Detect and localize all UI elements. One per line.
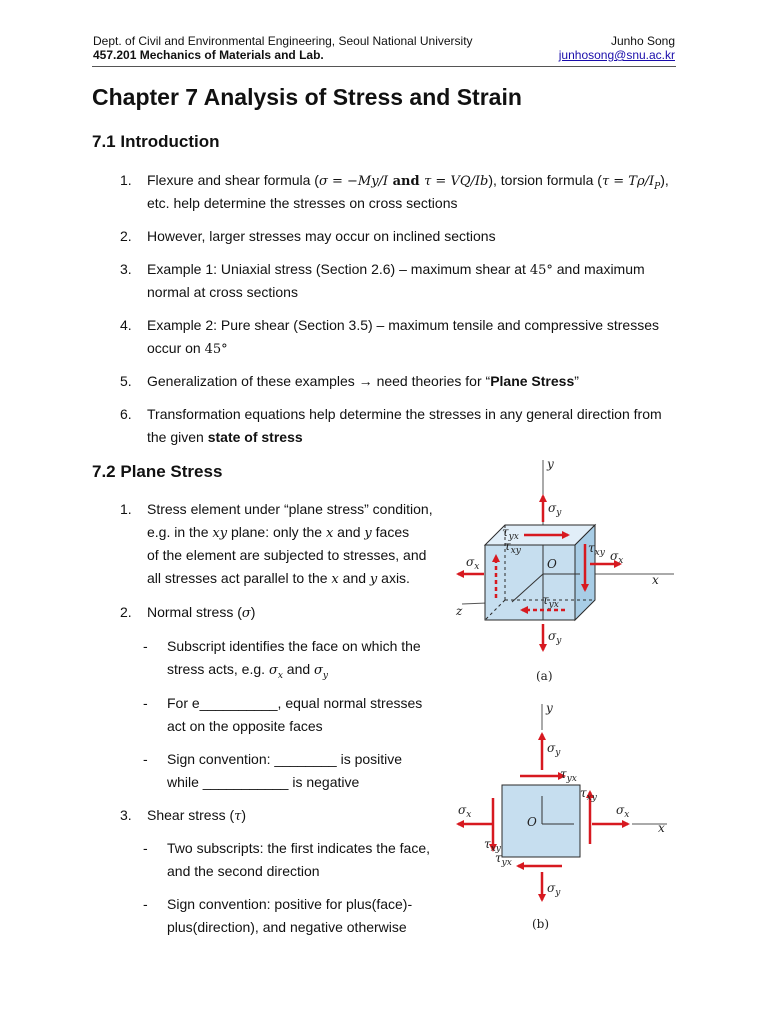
item-line: Example 2: Pure shear (Section 3.5) – maximum tensile and compressive stresses	[147, 317, 659, 333]
y-axis-label: y	[546, 701, 553, 715]
tau-yx-bottom-label: $\tau_{yx}$	[542, 593, 559, 610]
header-email-link[interactable]: junhosong@snu.ac.kr	[558, 48, 675, 62]
bullet-line: act on the opposite faces	[167, 718, 323, 734]
sigma-x-left-label: $\sigma_x$	[458, 803, 472, 820]
bullet-dash: -	[143, 638, 148, 654]
item-line: Shear stress (τ)	[147, 807, 247, 824]
z-axis-label: z	[456, 604, 463, 618]
bullet-line: plus(direction), and negative otherwise	[167, 919, 407, 935]
item-number: 1.	[120, 501, 132, 517]
sigma-y-bottom-label: $\sigma_y$	[547, 881, 561, 898]
tau-yx-top-label: $\tau_{yx}$	[502, 525, 519, 542]
figure-b-caption: (b)	[532, 917, 550, 931]
tau-yx-top-label: $\tau_{yx}$	[560, 767, 577, 784]
intro-item-3	[120, 258, 680, 304]
item-line: Stress element under “plane stress” condition,	[147, 501, 433, 517]
bullet-dash: -	[143, 695, 148, 711]
section-heading-plane-stress: 7.2 Plane Stress	[92, 462, 223, 481]
figure-a-caption: (a)	[536, 669, 553, 683]
item-number: 5.	[120, 373, 132, 389]
y-axis-label: y	[547, 457, 554, 471]
plane-item-2	[120, 601, 440, 791]
origin-label: O	[527, 815, 537, 829]
header-divider	[92, 66, 676, 67]
bullet-dash: -	[143, 751, 148, 767]
item-line: the given state of stress	[147, 429, 303, 445]
item-line: occur on 45°	[147, 340, 228, 357]
header-author: Junho Song	[610, 34, 675, 48]
item-number: 3.	[120, 807, 132, 823]
sigma-x-left-label: $\sigma_x$	[466, 555, 480, 572]
tau-xy-right-label: $\tau_{xy}$	[580, 786, 597, 803]
x-axis-label: x	[652, 573, 659, 587]
item-number: 2.	[120, 604, 132, 620]
plane-item-3	[120, 804, 450, 944]
section-heading-intro: 7.1 Introduction	[92, 132, 220, 151]
item-line: Transformation equations help determine the stresses in any general direction from	[147, 406, 662, 422]
bullet-line: stress acts, e.g. $\sigma_x$ and $\sigma_y$	[167, 661, 328, 681]
item-line: etc. help determine the stresses on cross sections	[147, 195, 458, 211]
item-line: However, larger stresses may occur on inclined sections	[147, 228, 496, 244]
chapter-title: Chapter 7 Analysis of Stress and Strain	[92, 84, 522, 110]
item-line: of the element are subjected to stresses, and	[147, 547, 427, 563]
intro-item-4	[120, 314, 680, 360]
bullet-line: Sign convention: ________ is positive	[167, 751, 403, 767]
figure-b-stress-element-2d	[452, 700, 692, 940]
intro-item-5	[120, 370, 680, 393]
item-number: 1.	[120, 172, 132, 188]
bullet-line: For e__________, equal normal stresses	[167, 695, 423, 711]
sigma-y-top-label: $\sigma_y$	[548, 501, 562, 518]
sigma-y-bottom-label: $\sigma_y$	[548, 629, 562, 646]
item-line: normal at cross sections	[147, 284, 298, 300]
item-number: 2.	[120, 228, 132, 244]
item-line: e.g. in the xy plane: only the x and y faces	[147, 524, 410, 541]
item-line: Normal stress (σ)	[147, 604, 256, 621]
item-line: Example 1: Uniaxial stress (Section 2.6) – maximum shear at 45° and maximum	[147, 261, 645, 278]
intro-item-6	[120, 403, 680, 449]
item-line: Flexure and shear formula (σ = −My/I and τ = VQ/Ib), torsion formula $(\tau = T\rho/I_P)$,	[147, 172, 669, 192]
intro-item-1	[120, 169, 680, 215]
figure-a-stress-element-3d	[452, 452, 692, 692]
tau-xy-left-label: $\tau_{xy}$	[504, 539, 521, 556]
item-number: 3.	[120, 261, 132, 277]
item-number: 4.	[120, 317, 132, 333]
bullet-line: while ___________ is negative	[167, 774, 360, 790]
origin-label: O	[547, 557, 557, 571]
intro-item-2	[120, 225, 680, 248]
tau-xy-left-label: $\tau_{xy}$	[484, 837, 501, 854]
tau-yx-bottom-label: $\tau_{yx}$	[495, 851, 512, 868]
bullet-line: Two subscripts: the first indicates the face,	[167, 840, 431, 856]
bullet-line: Subscript identifies the face on which the	[167, 638, 421, 654]
bullet-line: Sign convention: positive for plus(face)-	[167, 896, 413, 912]
header-dept: Dept. of Civil and Environmental Engineering, Seoul National University	[93, 34, 473, 48]
item-number: 6.	[120, 406, 132, 422]
item-line: all stresses act parallel to the x and y axis.	[147, 570, 410, 587]
plane-item-1	[120, 498, 440, 590]
bullet-dash: -	[143, 896, 148, 912]
sigma-x-right-label: $\sigma_x$	[610, 549, 624, 566]
item-line: Generalization of these examples → need theories for “Plane Stress”	[147, 373, 579, 389]
element-square	[502, 785, 580, 857]
header-course: 457.201 Mechanics of Materials and Lab.	[93, 48, 324, 62]
bullet-dash: -	[143, 840, 148, 856]
tau-xy-right-label: $\tau_{xy}$	[588, 541, 605, 558]
sigma-y-top-label: $\sigma_y$	[547, 741, 561, 758]
bullet-line: and the second direction	[167, 863, 320, 879]
sigma-x-right-label: $\sigma_x$	[616, 803, 630, 820]
x-axis-label: x	[658, 821, 665, 835]
